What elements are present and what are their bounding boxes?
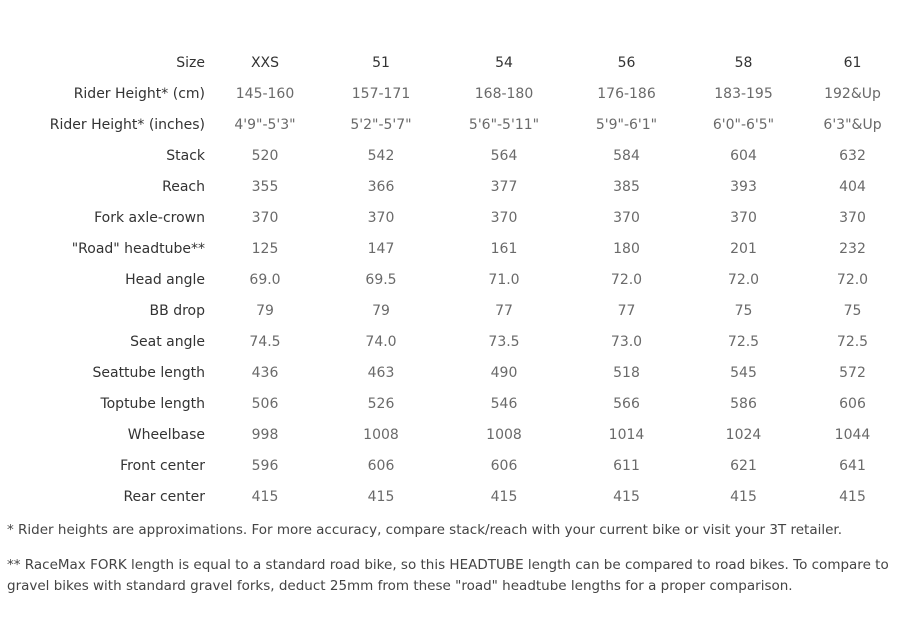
footnotes xyxy=(7,520,903,597)
table-cell: 161 xyxy=(490,241,518,257)
table-cell: 370 xyxy=(730,210,757,226)
table-cell: 604 xyxy=(730,148,757,164)
table-cell: 6'0"-6'5" xyxy=(712,117,775,133)
table-cell: 436 xyxy=(251,365,279,381)
table-cell: 77 xyxy=(617,303,636,319)
row-label: Wheelbase xyxy=(127,427,205,443)
size-header-label: Size xyxy=(176,55,205,71)
table-cell: 415 xyxy=(490,489,518,505)
size-header-58: 58 xyxy=(734,55,753,71)
geometry-table xyxy=(0,48,910,513)
table-row xyxy=(0,110,910,141)
table-row xyxy=(0,482,910,513)
size-header-54: 54 xyxy=(495,55,513,71)
table-cell: 545 xyxy=(730,365,757,381)
size-header-51: 51 xyxy=(372,55,390,71)
table-cell: 415 xyxy=(367,489,395,505)
table-cell: 370 xyxy=(251,210,279,226)
table-body xyxy=(0,79,910,513)
table-cell: 490 xyxy=(490,365,518,381)
table-cell: 72.0 xyxy=(836,272,869,288)
table-cell: 404 xyxy=(839,179,866,195)
table-cell: 168-180 xyxy=(474,86,534,102)
table-row xyxy=(0,420,910,451)
row-label: Seat angle xyxy=(130,334,205,350)
table-cell: 69.0 xyxy=(249,272,281,288)
table-cell: 355 xyxy=(251,179,279,195)
table-row xyxy=(0,327,910,358)
table-cell: 74.0 xyxy=(365,334,397,350)
table-cell: 79 xyxy=(256,303,274,319)
table-cell: 145-160 xyxy=(235,86,295,102)
table-cell: 415 xyxy=(251,489,279,505)
table-cell: 415 xyxy=(613,489,640,505)
table-cell: 71.0 xyxy=(488,272,520,288)
table-row xyxy=(0,358,910,389)
table-cell: 1044 xyxy=(834,427,871,443)
table-cell: 542 xyxy=(367,148,395,164)
table-cell: 370 xyxy=(490,210,518,226)
table-cell: 377 xyxy=(490,179,518,195)
table-cell: 415 xyxy=(839,489,866,505)
table-cell: 606 xyxy=(490,458,518,474)
table-cell: 606 xyxy=(367,458,395,474)
table-cell: 5'6"-5'11" xyxy=(468,117,540,133)
table-cell: 1008 xyxy=(486,427,522,443)
table-cell: 611 xyxy=(613,458,640,474)
table-cell: 546 xyxy=(490,396,518,412)
table-cell: 79 xyxy=(372,303,390,319)
table-cell: 75 xyxy=(843,303,862,319)
table-cell: 201 xyxy=(730,241,757,257)
table-cell: 370 xyxy=(839,210,866,226)
table-row xyxy=(0,234,910,265)
table-cell: 564 xyxy=(490,148,518,164)
row-label: Toptube length xyxy=(100,396,205,412)
table-cell: 192&Up xyxy=(824,86,881,102)
row-label: Rider Height* (cm) xyxy=(73,86,205,102)
table-cell: 621 xyxy=(730,458,757,474)
table-cell: 385 xyxy=(613,179,640,195)
table-row xyxy=(0,141,910,172)
table-row xyxy=(0,79,910,110)
size-header-56: 56 xyxy=(617,55,636,71)
table-cell: 998 xyxy=(251,427,279,443)
table-row xyxy=(0,389,910,420)
size-header-xxs: XXS xyxy=(250,55,280,71)
table-row xyxy=(0,296,910,327)
row-label: Reach xyxy=(162,179,205,195)
table-cell: 415 xyxy=(730,489,757,505)
table-cell: 526 xyxy=(367,396,395,412)
table-cell: 4'9"-5'3" xyxy=(234,117,296,133)
table-cell: 596 xyxy=(251,458,279,474)
table-header-row xyxy=(0,48,910,79)
table-cell: 370 xyxy=(613,210,640,226)
table-cell: 518 xyxy=(613,365,640,381)
table-cell: 520 xyxy=(251,148,279,164)
table-cell: 180 xyxy=(613,241,640,257)
table-cell: 74.5 xyxy=(249,334,281,350)
table-cell: 6'3"&Up xyxy=(823,117,882,133)
table-cell: 1014 xyxy=(608,427,645,443)
row-label: Stack xyxy=(166,148,205,164)
table-cell: 5'9"-6'1" xyxy=(595,117,658,133)
table-cell: 1008 xyxy=(363,427,399,443)
table-cell: 75 xyxy=(734,303,753,319)
table-cell: 393 xyxy=(730,179,757,195)
table-cell: 1024 xyxy=(725,427,762,443)
footnote-headtube: ** RaceMax FORK length is equal to a standard road bike, so this HEADTUBE length can be compared to road bikes. To compare to gravel bikes with standard gravel forks, deduct 25mm from these "road" headtube lengths for a proper comparison. xyxy=(7,557,889,594)
table-cell: 566 xyxy=(613,396,640,412)
row-label: BB drop xyxy=(149,303,205,319)
table-cell: 606 xyxy=(839,396,866,412)
table-cell: 72.0 xyxy=(727,272,760,288)
table-cell: 73.5 xyxy=(488,334,520,350)
row-label: "Road" headtube** xyxy=(71,241,205,257)
table-cell: 125 xyxy=(251,241,279,257)
table-cell: 5'2"-5'7" xyxy=(350,117,412,133)
table-cell: 72.5 xyxy=(727,334,760,350)
table-row xyxy=(0,451,910,482)
table-cell: 366 xyxy=(367,179,395,195)
table-cell: 506 xyxy=(251,396,279,412)
table-cell: 584 xyxy=(613,148,640,164)
table-cell: 641 xyxy=(839,458,866,474)
table-row xyxy=(0,203,910,234)
table-cell: 463 xyxy=(367,365,395,381)
row-label: Seattube length xyxy=(92,365,205,381)
footnote-rider-height: * Rider heights are approximations. For more accuracy, compare stack/reach with your current bike or visit your 3T retailer. xyxy=(7,522,843,538)
row-label: Head angle xyxy=(125,272,205,288)
table-cell: 69.5 xyxy=(365,272,397,288)
table-cell: 183-195 xyxy=(714,86,773,102)
table-cell: 72.5 xyxy=(836,334,869,350)
row-label: Rear center xyxy=(123,489,205,505)
row-label: Rider Height* (inches) xyxy=(49,117,205,133)
table-cell: 586 xyxy=(730,396,757,412)
row-label: Fork axle-crown xyxy=(94,210,205,226)
row-label: Front center xyxy=(120,458,205,474)
table-cell: 77 xyxy=(495,303,513,319)
table-cell: 73.0 xyxy=(610,334,643,350)
table-cell: 157-171 xyxy=(351,86,411,102)
table-cell: 370 xyxy=(367,210,395,226)
table-cell: 147 xyxy=(367,241,395,257)
table-cell: 176-186 xyxy=(597,86,656,102)
table-row xyxy=(0,265,910,296)
size-header-61: 61 xyxy=(843,55,862,71)
table-row xyxy=(0,172,910,203)
table-cell: 72.0 xyxy=(610,272,643,288)
table-cell: 232 xyxy=(839,241,866,257)
table-cell: 632 xyxy=(839,148,866,164)
table-cell: 572 xyxy=(839,365,866,381)
